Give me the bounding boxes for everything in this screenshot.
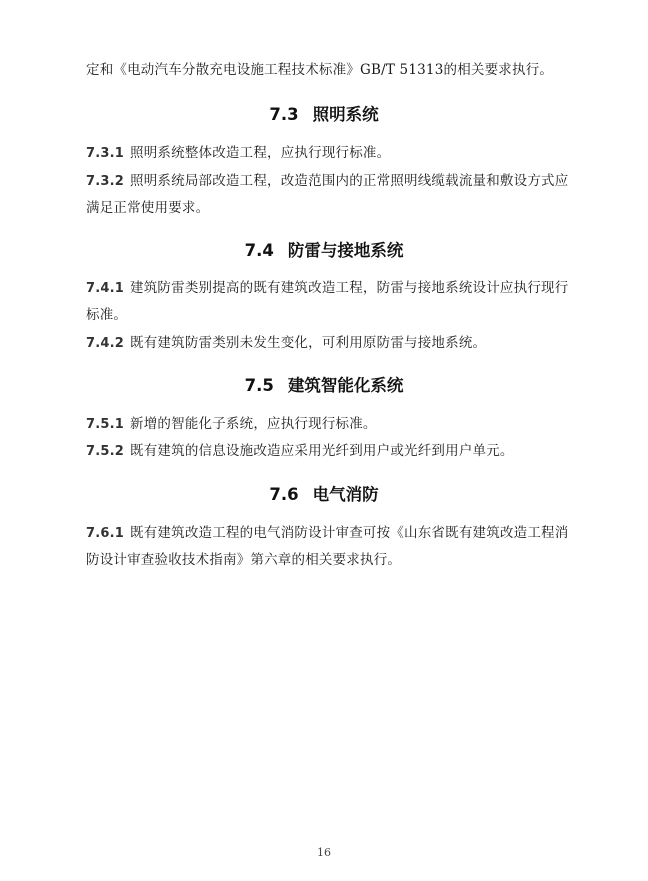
clause-7-4-1-cont: 标准。 (86, 307, 128, 323)
clause-7-3-1 (86, 144, 570, 163)
section-heading-7-4 (0, 240, 648, 262)
clause-number: 7.3.1 (86, 146, 125, 161)
clause-7-6-1 (86, 524, 570, 543)
clause-7-6-1-cont: 防设计审查验收技术指南》第六章的相关要求执行。 (86, 552, 402, 568)
clause-text: 既有建筑改造工程的电气消防设计审查可按《山东省既有建筑改造工程消 (130, 525, 569, 541)
clause-text: 建筑防雷类别提高的既有建筑改造工程，防雷与接地系统设计应执行现行 (130, 280, 569, 296)
clause-7-4-2 (86, 334, 570, 353)
section-title: 建筑智能化系统 (287, 376, 404, 395)
clause-text: 新增的智能化子系统，应执行现行标准。 (130, 416, 377, 432)
clause-7-3-2 (86, 172, 570, 191)
clause-text: 照明系统整体改造工程，应执行现行标准。 (130, 145, 391, 161)
clause-number: 7.4.1 (86, 281, 125, 296)
section-number: 7.4 (244, 241, 274, 260)
clause-text: 既有建筑防雷类别未发生变化，可利用原防雷与接地系统。 (130, 335, 487, 351)
clause-7-5-1 (86, 415, 570, 434)
section-title: 电气消防 (312, 485, 379, 504)
section-number: 7.6 (269, 485, 299, 504)
section-heading-7-3 (0, 104, 648, 126)
section-heading-7-6 (0, 484, 648, 506)
section-number: 7.3 (269, 105, 299, 124)
section-title: 照明系统 (312, 105, 379, 124)
section-title: 防雷与接地系统 (287, 241, 404, 260)
intro-line: 定和《电动汽车分散充电设施工程技术标准》GB/T 51313的相关要求执行。 (86, 62, 554, 78)
clause-number: 7.5.1 (86, 417, 125, 432)
clause-text: 照明系统局部改造工程，改造范围内的正常照明线缆载流量和敷设方式应 (130, 173, 569, 189)
clause-number: 7.5.2 (86, 444, 125, 459)
clause-7-5-2 (86, 442, 570, 461)
clause-number: 7.6.1 (86, 526, 125, 541)
clause-7-4-1 (86, 279, 570, 298)
clause-7-3-2-cont: 满足正常使用要求。 (86, 200, 210, 216)
clause-number: 7.3.2 (86, 174, 125, 189)
page-number: 16 (317, 846, 331, 859)
clause-text: 既有建筑的信息设施改造应采用光纤到用户或光纤到用户单元。 (130, 443, 514, 459)
clause-number: 7.4.2 (86, 336, 125, 351)
section-heading-7-5 (0, 375, 648, 397)
section-number: 7.5 (244, 376, 274, 395)
